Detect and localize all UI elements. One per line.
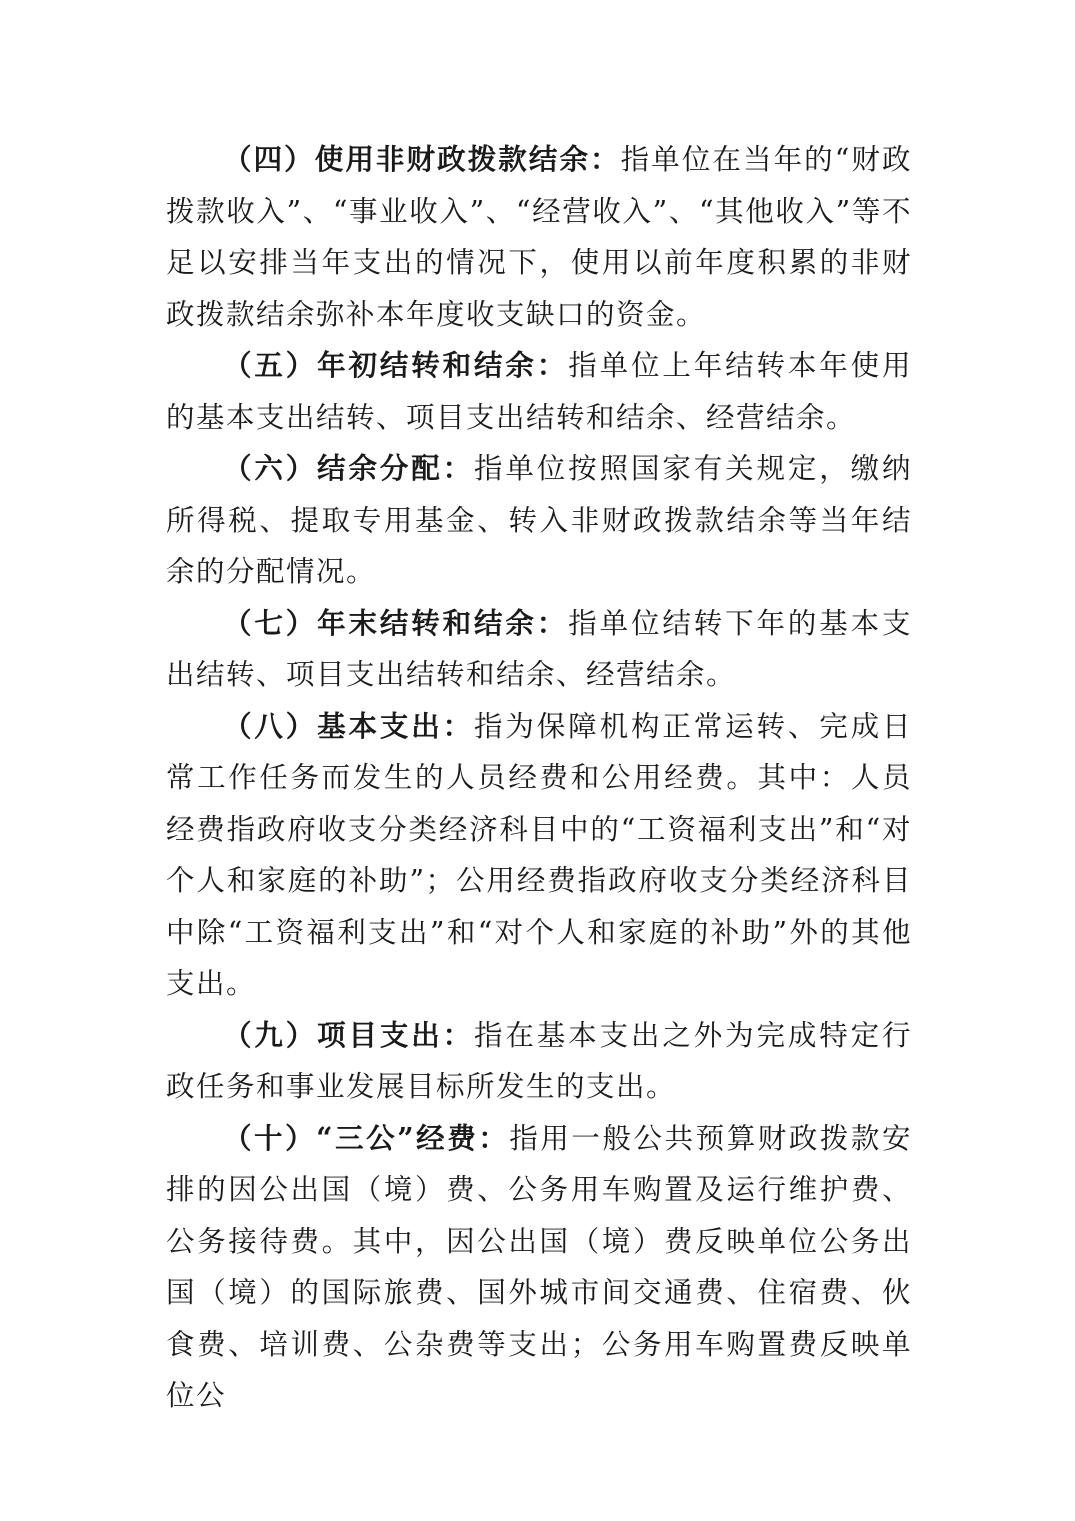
paragraph-project-expenditure (166, 1010, 912, 1113)
term-heading: （九）项目支出： (223, 1017, 475, 1052)
paragraph-three-public-expenses (166, 1113, 912, 1422)
term-definition: 指单位结转下年的基本支出结转、项目支出结转和结余、经营结余。 (166, 606, 912, 691)
term-definition: 指为保障机构正常运转、完成日常工作任务而发生的人员经费和公用经费。其中：人员经费指政府收支分类经济科目中的“工资福利支出”和“对个人和家庭的补助”；公用经费指政府收支分类经济科目中除“工资福利支出”和“对个人和家庭的补助”外的其他支出。 (166, 709, 912, 1000)
document-body (166, 134, 912, 1422)
term-heading: （八）基本支出： (223, 708, 475, 743)
paragraph-beginning-carryover (166, 340, 912, 443)
term-definition: 指用一般公共预算财政拨款安排的因公出国（境）费、公务用车购置及运行维护费、公务接待费。其中，因公出国（境）费反映单位公务出国（境）的国际旅费、国外城市间交通费、住宿费、伙食费、培训费、公杂费等支出；公务用车购置费反映单位公 (166, 1121, 912, 1412)
term-heading: （十）“三公”经费： (223, 1120, 510, 1155)
term-definition: 指单位按照国家有关规定，缴纳所得税、提取专用基金、转入非财政拨款结余等当年结余的分配情况。 (166, 452, 912, 588)
paragraph-basic-expenditure (166, 701, 912, 1010)
paragraph-non-fiscal-surplus-use (166, 134, 912, 340)
paragraph-year-end-carryover (166, 598, 912, 701)
term-heading: （五）年初结转和结余： (223, 348, 569, 382)
term-heading: （四）使用非财政拨款结余： (223, 142, 621, 176)
term-heading: （七）年末结转和结余： (223, 605, 569, 640)
term-definition: 指在基本支出之外为完成特定行政任务和事业发展目标所发生的支出。 (166, 1018, 912, 1103)
term-definition: 指单位在当年的“财政拨款收入”、“事业收入”、“经营收入”、“其他收入”等不足以安排当年支出的情况下，使用以前年度积累的非财政拨款结余弥补本年度收支缺口的资金。 (166, 143, 912, 331)
term-heading: （六）结余分配： (223, 451, 475, 485)
paragraph-surplus-distribution (166, 443, 912, 598)
term-definition: 指单位上年结转本年使用的基本支出结转、项目支出结转和结余、经营结余。 (166, 349, 912, 434)
